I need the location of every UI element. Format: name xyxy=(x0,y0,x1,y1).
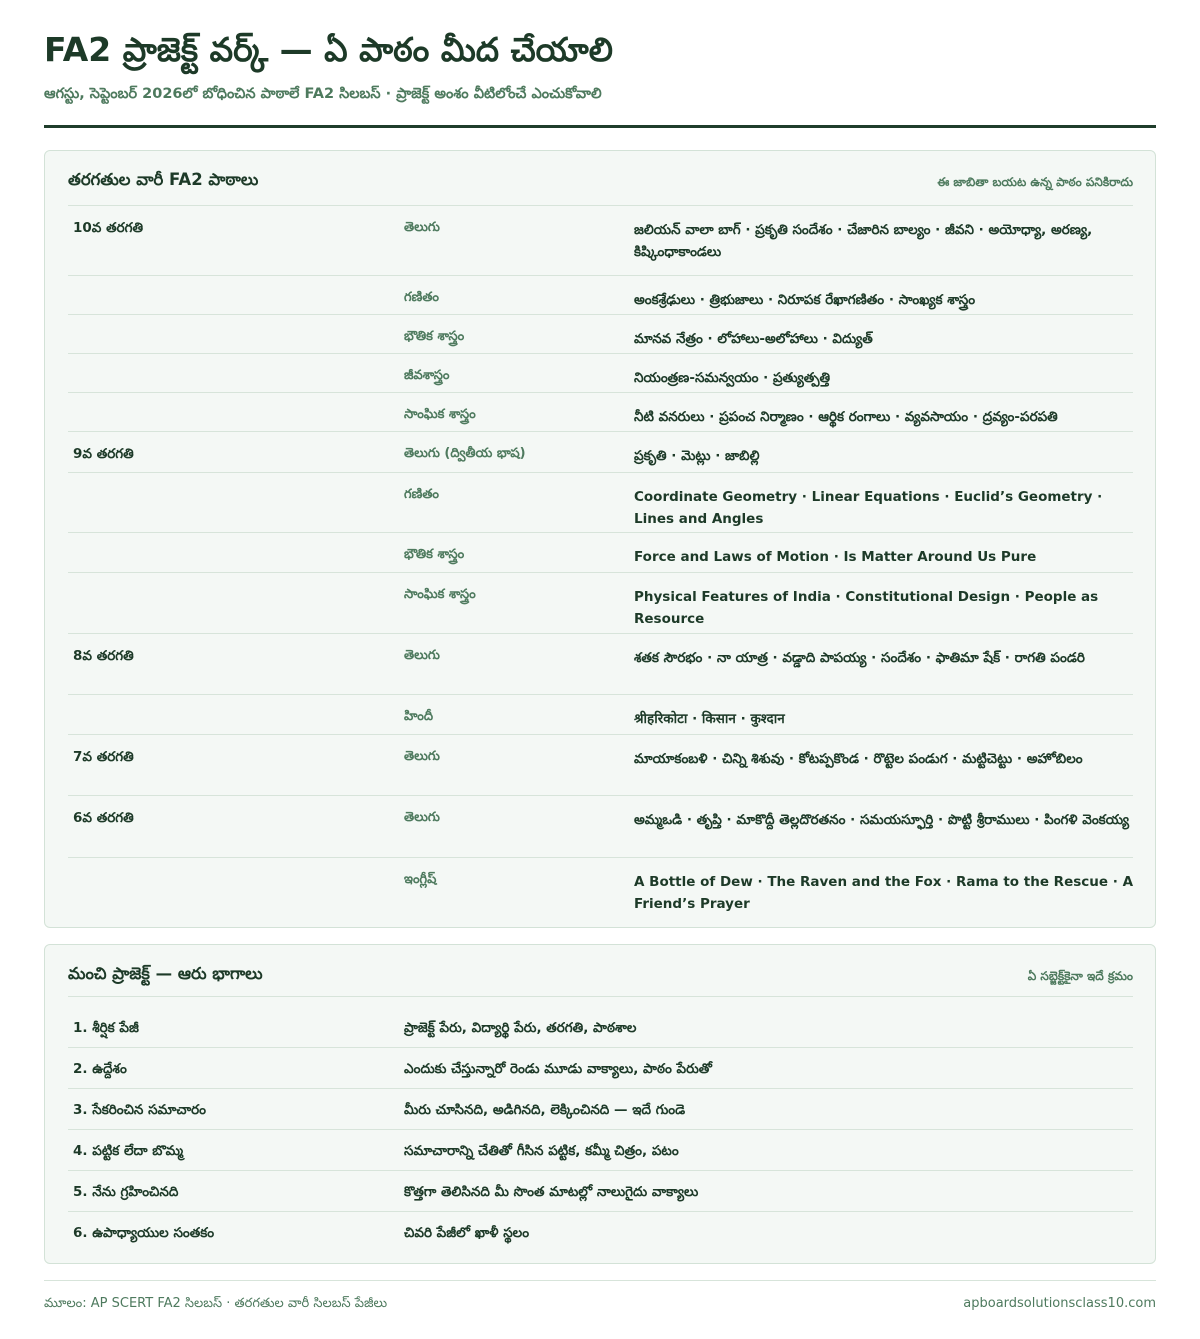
table-row xyxy=(68,206,1133,276)
subject-cell: భౌతిక శాస్త్రం xyxy=(404,329,465,344)
subject-cell: జీవశాస్త్రం xyxy=(404,368,450,383)
syllabus-table xyxy=(68,206,1133,918)
subject-cell: సాంఘిక శాస్త్రం xyxy=(404,407,476,422)
lessons-cell: మాయాకంబళి · చిన్ని శిశువు · కోటప్పకొండ · రొట్టెల పండుగ · మట్టిచెట్టు · అహోబిలం xyxy=(634,751,1083,767)
list-item xyxy=(68,1089,1133,1130)
subject-cell: గణితం xyxy=(404,487,440,502)
lessons-cell: A Bottle of Dew · The Raven and the Fox · Rama to the Rescue · A Friend’s Prayer xyxy=(634,874,1134,912)
subject-cell: తెలుగు (ద్వితీయ భాష) xyxy=(404,446,526,461)
subject-cell: సాంఘిక శాస్త్రం xyxy=(404,587,476,602)
lessons-cell: అంకశ్రేఢులు · త్రిభుజాలు · నిరూపక రేఖాగణితం · సాంఖ్యక శాస్త్రం xyxy=(634,292,976,308)
lessons-cell: Coordinate Geometry · Linear Equations · Euclid’s Geometry · Lines and Angles xyxy=(634,489,1103,527)
structure-card-note: ఏ సబ్జెక్ట్‌కైనా ఇదే క్రమం xyxy=(1027,969,1133,983)
step-description: ఎందుకు చేస్తున్నారో రెండు మూడు వాక్యాలు, పాఠం పేరుతో xyxy=(404,1061,712,1077)
subject-cell: తెలుగు xyxy=(404,648,440,663)
table-row xyxy=(68,276,1133,315)
table-row xyxy=(68,573,1133,634)
step-description: చివరి పేజీలో ఖాళీ స్థలం xyxy=(404,1225,530,1241)
subject-cell: గణితం xyxy=(404,290,440,305)
subject-cell: ఇంగ్లీష్ xyxy=(404,872,437,887)
structure-card-header xyxy=(68,945,1133,997)
class-cell: 6వ తరగతి xyxy=(73,810,134,826)
subject-cell: హిందీ xyxy=(404,709,434,724)
step-name: 3. సేకరించిన సమాచారం xyxy=(73,1102,206,1118)
step-description: మీరు చూసినది, అడిగినది, లెక్కించినది — ఇదే గుండె xyxy=(404,1102,686,1118)
step-name: 5. నేను గ్రహించినది xyxy=(73,1184,179,1200)
footer-divider xyxy=(44,1280,1156,1281)
table-row xyxy=(68,634,1133,695)
structure-card-title: మంచి ప్రాజెక్ట్ — ఆరు భాగాలు xyxy=(68,964,263,983)
lessons-cell: నియంత్రణ-సమన్వయం · ప్రత్యుత్పత్తి xyxy=(634,370,831,386)
list-item xyxy=(68,1007,1133,1048)
step-name: 6. ఉపాధ్యాయుల సంతకం xyxy=(73,1225,215,1241)
lessons-cell: శతక సౌరభం · నా యాత్ర · వడ్డాది పాపయ్య · సందేశం · ఫాతిమా షేక్ · రాగతి పండరి xyxy=(634,650,1085,666)
table-row xyxy=(68,393,1133,432)
page-subtitle: ఆగస్టు, సెప్టెంబర్ 2026లో బోధించిన పాఠాలే FA2 సిలబస్ · ప్రాజెక్ట్ అంశం వీటిలోంచే ఎంచుకోవాలి xyxy=(44,86,602,102)
step-name: 2. ఉద్దేశం xyxy=(73,1061,127,1077)
table-row xyxy=(68,858,1133,918)
subject-cell: తెలుగు xyxy=(404,810,440,825)
subject-cell: తెలుగు xyxy=(404,749,440,764)
class-cell: 9వ తరగతి xyxy=(73,446,134,462)
table-row xyxy=(68,315,1133,354)
table-row xyxy=(68,354,1133,393)
step-description: ప్రాజెక్ట్ పేరు, విద్యార్థి పేరు, తరగతి, పాఠశాల xyxy=(404,1020,637,1036)
lessons-cell: Force and Laws of Motion · Is Matter Around Us Pure xyxy=(634,549,1037,565)
footer-source: మూలం: AP SCERT FA2 సిలబస్ · తరగతుల వారీ సిలబస్ పేజీలు xyxy=(44,1296,388,1311)
lessons-cell: श्रीहरिकोटा · किसान · कुश्‍दान xyxy=(634,711,785,727)
table-row xyxy=(68,533,1133,573)
lessons-cell: జలియన్ వాలా బాగ్ · ప్రకృతి సందేశం · చేజారిన బాల్యం · జీవని · అయోధ్యా, అరణ్య, కిష్కింధాకాండలు xyxy=(634,222,1093,260)
header-divider xyxy=(44,125,1156,128)
subject-cell: భౌతిక శాస్త్రం xyxy=(404,547,465,562)
subject-cell: తెలుగు xyxy=(404,220,440,235)
table-row xyxy=(68,473,1133,533)
syllabus-card xyxy=(44,150,1156,928)
table-row xyxy=(68,695,1133,735)
class-cell: 8వ తరగతి xyxy=(73,648,134,664)
structure-list xyxy=(68,1007,1133,1252)
step-description: సమాచారాన్ని చేతితో గీసిన పట్టిక, కమ్మీ చిత్రం, పటం xyxy=(404,1143,679,1159)
lessons-cell: ప్రకృతి · మెట్లు · జాబిల్లి xyxy=(634,448,760,464)
structure-card xyxy=(44,944,1156,1264)
lessons-cell: అమ్మఒడి · తృప్తి · మాకొద్దీ తెల్లదొరతనం · సమయస్ఫూర్తి · పొట్టి శ్రీరాములు · పింగళి వెంకయ్య xyxy=(634,812,1130,828)
class-cell: 10వ తరగతి xyxy=(73,220,144,236)
step-name: 4. పట్టిక లేదా బొమ్మ xyxy=(73,1143,184,1159)
lessons-cell: మానవ నేత్రం · లోహాలు-అలోహాలు · విద్యుత్ xyxy=(634,331,873,347)
class-cell: 7వ తరగతి xyxy=(73,749,134,765)
list-item xyxy=(68,1212,1133,1252)
step-description: కొత్తగా తెలిసినది మీ సొంత మాటల్లో నాలుగైదు వాక్యాలు xyxy=(404,1184,699,1200)
list-item xyxy=(68,1130,1133,1171)
table-row xyxy=(68,796,1133,858)
step-name: 1. శీర్షిక పేజీ xyxy=(73,1020,139,1036)
lessons-cell: Physical Features of India · Constitutional Design · People as Resource xyxy=(634,589,1099,627)
table-row xyxy=(68,735,1133,796)
footer-site-link[interactable]: apboardsolutionsclass10.com xyxy=(963,1296,1156,1311)
list-item xyxy=(68,1171,1133,1212)
table-row xyxy=(68,432,1133,473)
lessons-cell: నీటి వనరులు · ప్రపంచ నిర్మాణం · ఆర్థిక రంగాలు · వ్యవసాయం · ద్రవ్యం-పరపతి xyxy=(634,409,1058,425)
list-item xyxy=(68,1048,1133,1089)
page-title: FA2 ప్రాజెక్ట్ వర్క్ — ఏ పాఠం మీద చేయాలి xyxy=(44,30,613,69)
syllabus-card-title: తరగతుల వారీ FA2 పాఠాలు xyxy=(68,170,259,189)
syllabus-card-note: ఈ జాబితా బయట ఉన్న పాఠం పనికిరాదు xyxy=(937,175,1133,189)
syllabus-card-header xyxy=(68,151,1133,206)
